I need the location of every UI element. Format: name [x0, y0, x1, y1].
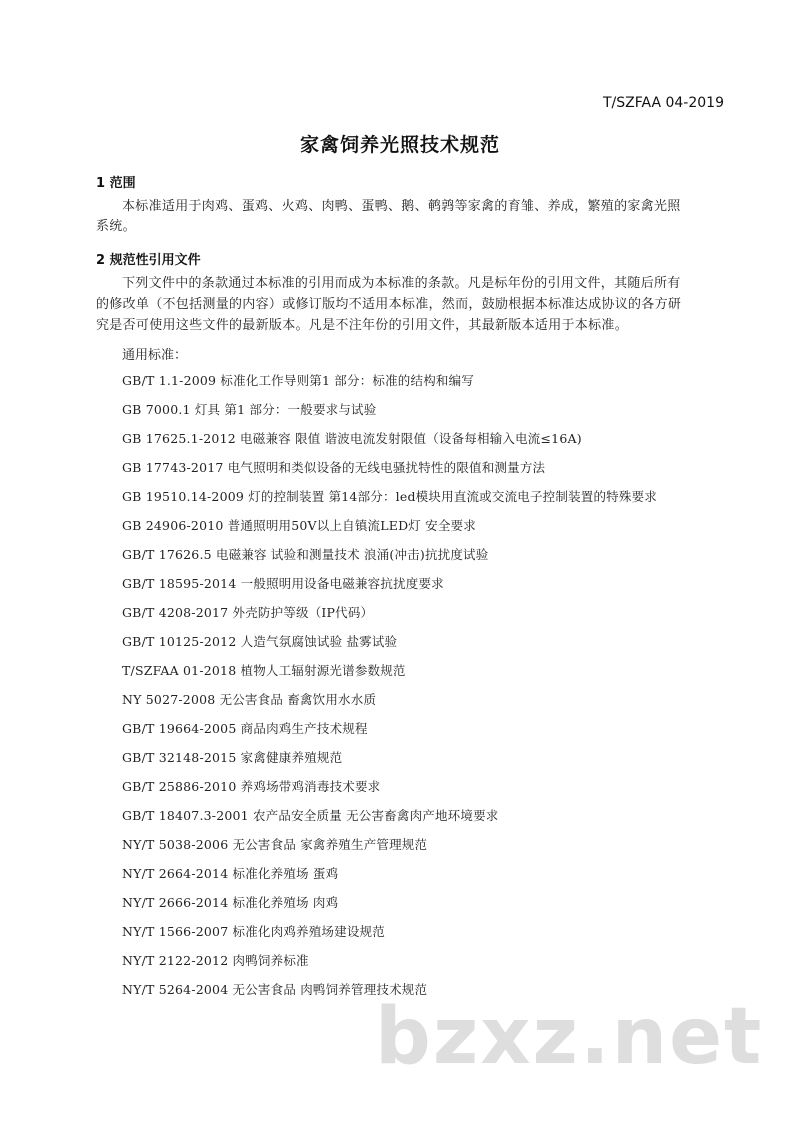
- scope-line-2: 系统。: [96, 219, 136, 234]
- list-item: GB/T 10125-2012 人造气氛腐蚀试验 盐雾试验: [122, 634, 398, 649]
- list-item: GB/T 25886-2010 养鸡场带鸡消毒技术要求: [122, 779, 381, 794]
- list-item: GB 19510.14-2009 灯的控制装置 第14部分：led模块用直流或交流电子控制装置的特殊要求: [122, 489, 657, 504]
- list-item: NY/T 5264-2004 无公害食品 肉鸭饲养管理技术规范: [122, 982, 428, 997]
- references-intro-line-3: 究是否可使用这些文件的最新版本。凡是不注年份的引用文件，其最新版本适用于本标准。: [96, 318, 629, 333]
- list-item: NY/T 1566-2007 标准化肉鸡养殖场建设规范: [122, 924, 385, 939]
- references-intro-line-2: 的修改单（不包括测量的内容）或修订版均不适用本标准，然而，鼓励根据本标准达成协议的各方研: [96, 297, 682, 312]
- list-item: NY/T 2664-2014 标准化养殖场 蛋鸡: [122, 866, 339, 881]
- list-item: NY/T 2122-2012 肉鸭饲养标准: [122, 953, 309, 968]
- general-standards-label: 通用标准：: [122, 348, 188, 363]
- list-item: T/SZFAA 01-2018 植物人工辐射源光谱参数规范: [122, 663, 406, 678]
- list-item: GB/T 18595-2014 一般照明用设备电磁兼容抗扰度要求: [122, 576, 444, 591]
- list-item: GB 17625.1-2012 电磁兼容 限值 谐波电流发射限值（设备每相输入电流≤16A): [122, 431, 582, 446]
- standard-code: T/SZFAA 04-2019: [602, 95, 724, 111]
- list-item: GB/T 4208-2017 外壳防护等级（IP代码）: [122, 605, 374, 620]
- list-item: NY/T 2666-2014 标准化养殖场 肉鸡: [122, 895, 339, 910]
- list-item: GB 24906-2010 普通照明用50V以上自镇流LED灯 安全要求: [122, 518, 476, 533]
- list-item: GB/T 19664-2005 商品肉鸡生产技术规程: [122, 721, 368, 736]
- list-item: GB/T 32148-2015 家禽健康养殖规范: [122, 750, 343, 765]
- list-item: NY/T 5038-2006 无公害食品 家禽养殖生产管理规范: [122, 837, 428, 852]
- references-intro-line-1: 下列文件中的条款通过本标准的引用而成为本标准的条款。凡是标年份的引用文件，其随后所有: [122, 276, 681, 291]
- section-heading-scope: 1 范围: [96, 176, 136, 191]
- reference-list: [122, 370, 657, 1008]
- section-heading-normative-references: 2 规范性引用文件: [96, 253, 201, 268]
- list-item: GB 7000.1 灯具 第1 部分：一般要求与试验: [122, 402, 377, 417]
- document-title: 家禽饲养光照技术规范: [299, 134, 500, 156]
- site-watermark: bzxz.net: [375, 992, 764, 1082]
- scope-line-1: 本标准适用于肉鸡、蛋鸡、火鸡、肉鸭、蛋鸭、鹅、鹌鹑等家禽的育雏、养成，繁殖的家禽光照: [122, 199, 681, 214]
- list-item: GB/T 18407.3-2001 农产品安全质量 无公害畜禽肉产地环境要求: [122, 808, 499, 823]
- list-item: GB/T 17626.5 电磁兼容 试验和测量技术 浪涌(冲击)抗扰度试验: [122, 547, 489, 562]
- list-item: NY 5027-2008 无公害食品 畜禽饮用水水质: [122, 692, 377, 707]
- list-item: GB/T 1.1-2009 标准化工作导则第1 部分：标准的结构和编写: [122, 373, 475, 388]
- list-item: GB 17743-2017 电气照明和类似设备的无线电骚扰特性的限值和测量方法: [122, 460, 546, 475]
